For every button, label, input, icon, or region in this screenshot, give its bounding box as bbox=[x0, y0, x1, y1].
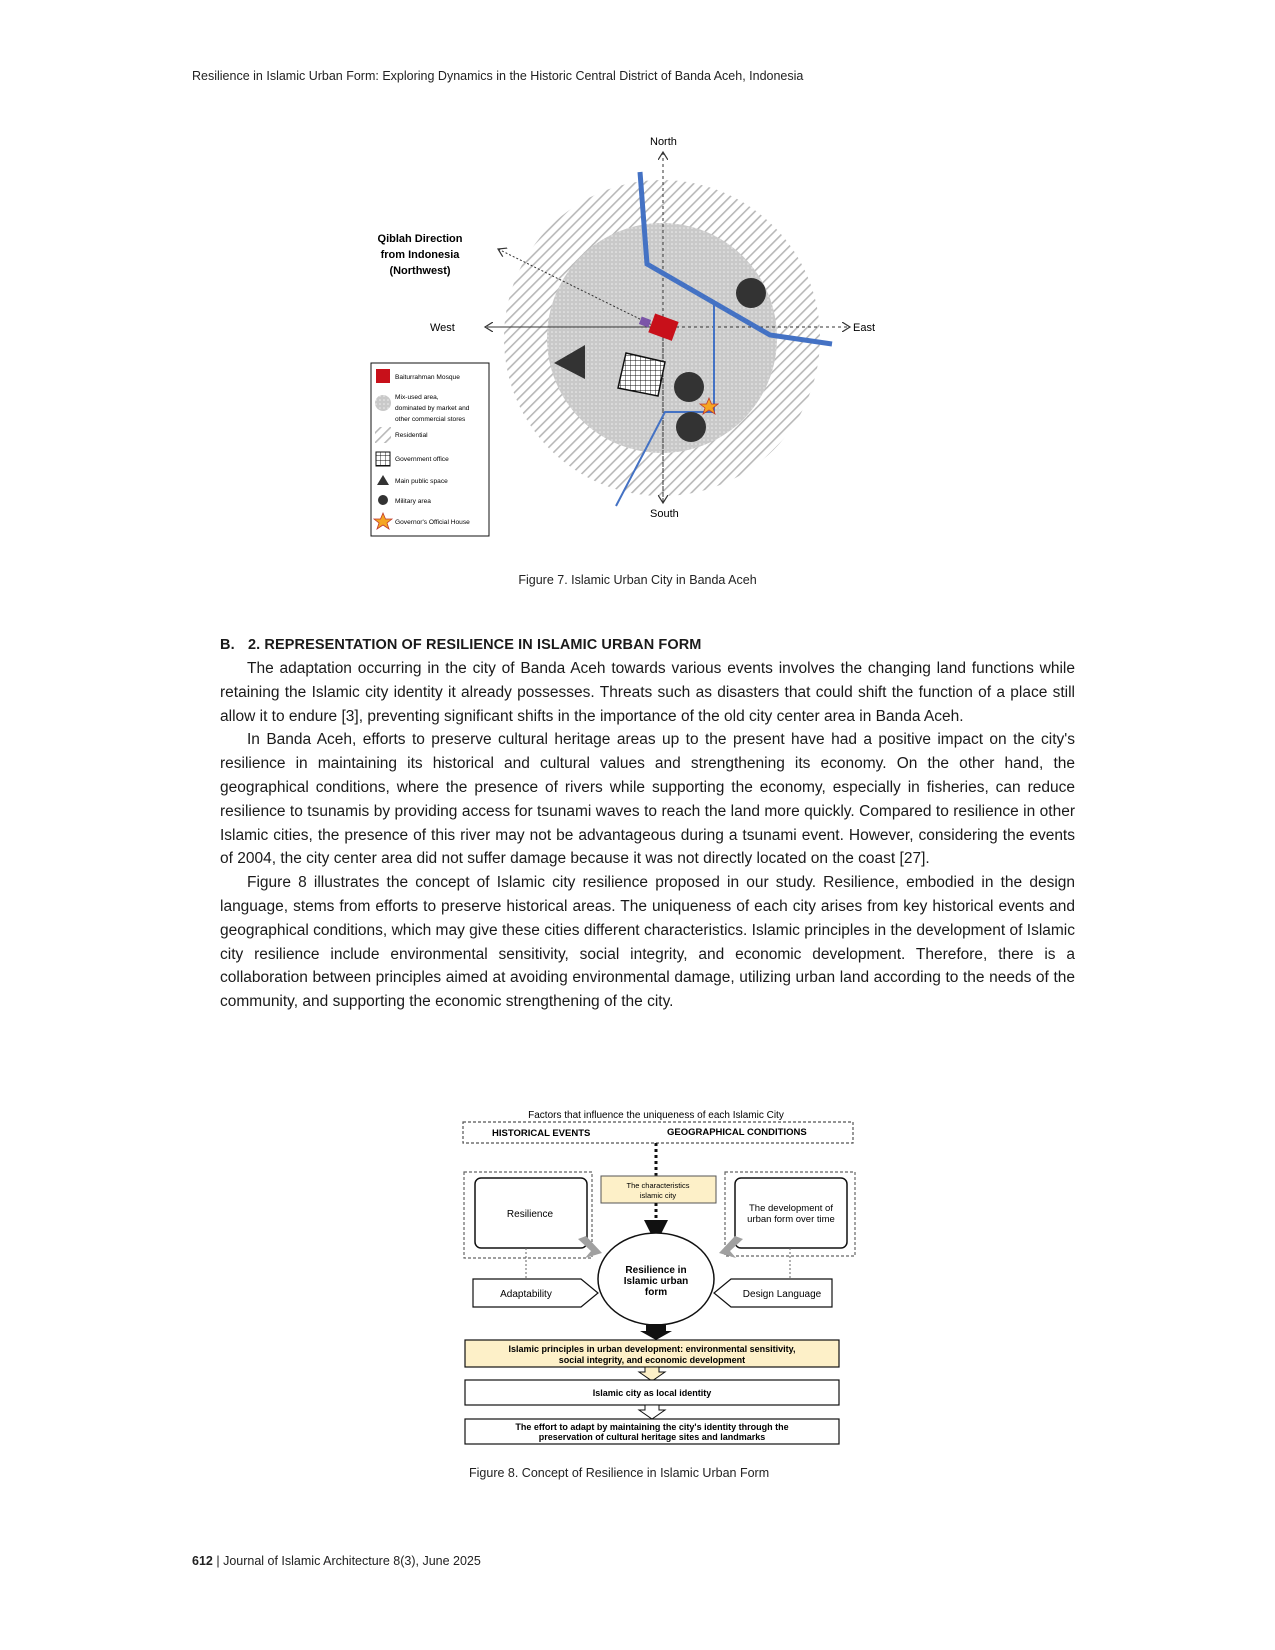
qiblah-label-3: (Northwest) bbox=[389, 265, 451, 277]
center-line2: Islamic urban bbox=[623, 1276, 689, 1287]
paragraph-2: In Banda Aceh, efforts to preserve cultural heritage areas up to the present have had a positive impact on the city's resilience in maintaining its historical and cultural values and strengthening its economy. On the other hand, the geographical conditions, where the presence of rivers while supporting the economy, especially in fisheries, can reduce resilience to tsunamis by providing access for tsunami waves to reach the land more quickly. Compared to resilience in other Islamic cities, the presence of this river may not be advantageous during a tsunami event. However, considering the events of 2004, the city center area did not suffer damage because it was not directly located on the coast [27]. bbox=[220, 731, 1075, 868]
legend-mosque: Baiturrahman Mosque bbox=[395, 374, 460, 381]
qiblah-label-2: from Indonesia bbox=[380, 249, 460, 261]
principles-line2: social integrity, and economic development bbox=[558, 1355, 746, 1365]
military-area-1 bbox=[736, 278, 766, 308]
legend-government-swatch bbox=[376, 452, 390, 466]
legend-mixed-3: other commercial stores bbox=[395, 416, 466, 423]
paragraph-1: The adaptation occurring in the city of Banda Aceh towards various events involves the changing land functions while retaining the Islamic city identity it already possesses. Threats such as disasters that could shift the function of a place still allow it to endure [3], preventing significant shifts in the importance of the old city center area in Banda Aceh. bbox=[220, 660, 1075, 725]
resilience-concept-diagram bbox=[460, 1108, 860, 1460]
identity-down-arrow bbox=[639, 1405, 665, 1419]
characteristics-line1: The characteristics bbox=[626, 1181, 690, 1190]
military-area-3 bbox=[676, 412, 706, 442]
label-west: West bbox=[430, 322, 455, 334]
legend-military: Military area bbox=[395, 498, 431, 505]
legend-government: Government office bbox=[395, 456, 449, 463]
map-legend bbox=[371, 363, 489, 536]
local-identity-label: Islamic city as local identity bbox=[592, 1388, 712, 1398]
legend-public-space: Main public space bbox=[395, 478, 448, 485]
figure-7-caption: Figure 7. Islamic Urban City in Banda Aceh bbox=[518, 573, 757, 587]
military-area-2 bbox=[674, 372, 704, 402]
section-letter: B. bbox=[220, 637, 235, 653]
label-east: East bbox=[853, 322, 876, 334]
factors-title: Factors that influence the uniqueness of each Islamic City bbox=[528, 1110, 784, 1121]
center-line3: form bbox=[644, 1287, 668, 1298]
paragraph-3: Figure 8 illustrates the concept of Islamic city resilience proposed in our study. Resilience, embodied in the design language, stems from efforts to preserve historical areas. The uniqueness of each city arises from key historical events and geographical conditions, which may give these cities different characteristics. Islamic principles in the development of Islamic city resilience include environmental sensitivity, social integrity, and economic development. Therefore, there is a collaboration between principles aimed at avoiding environmental damage, utilizing urban land according to the needs of the community, and supporting the economic strengthening of the city. bbox=[220, 874, 1075, 1011]
running-title: Resilience in Islamic Urban Form: Exploring Dynamics in the Historic Central District of Banda Aceh, Indonesia bbox=[192, 69, 804, 83]
geographical-conditions: GEOGRAPHICAL CONDITIONS bbox=[667, 1127, 807, 1138]
section-b2 bbox=[220, 637, 1075, 1014]
center-line1: Resilience in bbox=[625, 1265, 687, 1276]
islamic-urban-city-diagram bbox=[370, 130, 910, 560]
figure-7 bbox=[370, 130, 910, 560]
effort-line1: The effort to adapt by maintaining the city's identity through the bbox=[515, 1422, 789, 1432]
section-title: 2. REPRESENTATION OF RESILIENCE IN ISLAMIC URBAN FORM bbox=[248, 637, 702, 653]
design-language-label: Design Language bbox=[742, 1289, 822, 1300]
characteristics-line2: islamic city bbox=[639, 1191, 677, 1200]
resilience-label: Resilience bbox=[506, 1209, 554, 1220]
historical-events: HISTORICAL EVENTS bbox=[492, 1128, 591, 1139]
legend-residential: Residential bbox=[395, 432, 428, 439]
principles-line1: Islamic principles in urban development: environmental sensitivity, bbox=[508, 1344, 796, 1354]
qiblah-label-1: Qiblah Direction bbox=[377, 233, 463, 245]
figure-8-caption: Figure 8. Concept of Resilience in Islamic Urban Form bbox=[469, 1466, 770, 1480]
legend-residential-swatch bbox=[375, 427, 391, 443]
adaptability-label: Adaptability bbox=[500, 1289, 552, 1300]
principles-down-arrow bbox=[639, 1367, 665, 1381]
section-heading bbox=[220, 637, 1075, 653]
label-north: North bbox=[650, 136, 677, 148]
legend-mixed-1: Mix-used area, bbox=[395, 394, 439, 401]
page-number: 612 bbox=[192, 1554, 213, 1568]
journal-info: | Journal of Islamic Architecture 8(3), June 2025 bbox=[216, 1554, 481, 1568]
development-line2: urban form over time bbox=[747, 1214, 835, 1225]
development-line1: The development of bbox=[749, 1203, 833, 1214]
effort-line2: preservation of cultural heritage sites and landmarks bbox=[538, 1432, 766, 1442]
center-down-arrow bbox=[640, 1324, 672, 1340]
legend-governor: Governor's Official House bbox=[395, 519, 470, 526]
figure-8 bbox=[460, 1108, 860, 1460]
legend-mixed-2: dominated by market and bbox=[395, 405, 470, 412]
label-south: South bbox=[650, 508, 679, 520]
legend-mixed-swatch bbox=[375, 395, 391, 411]
legend-mosque-swatch bbox=[376, 369, 390, 383]
page-footer bbox=[192, 1554, 481, 1568]
legend-military-swatch bbox=[378, 495, 388, 505]
